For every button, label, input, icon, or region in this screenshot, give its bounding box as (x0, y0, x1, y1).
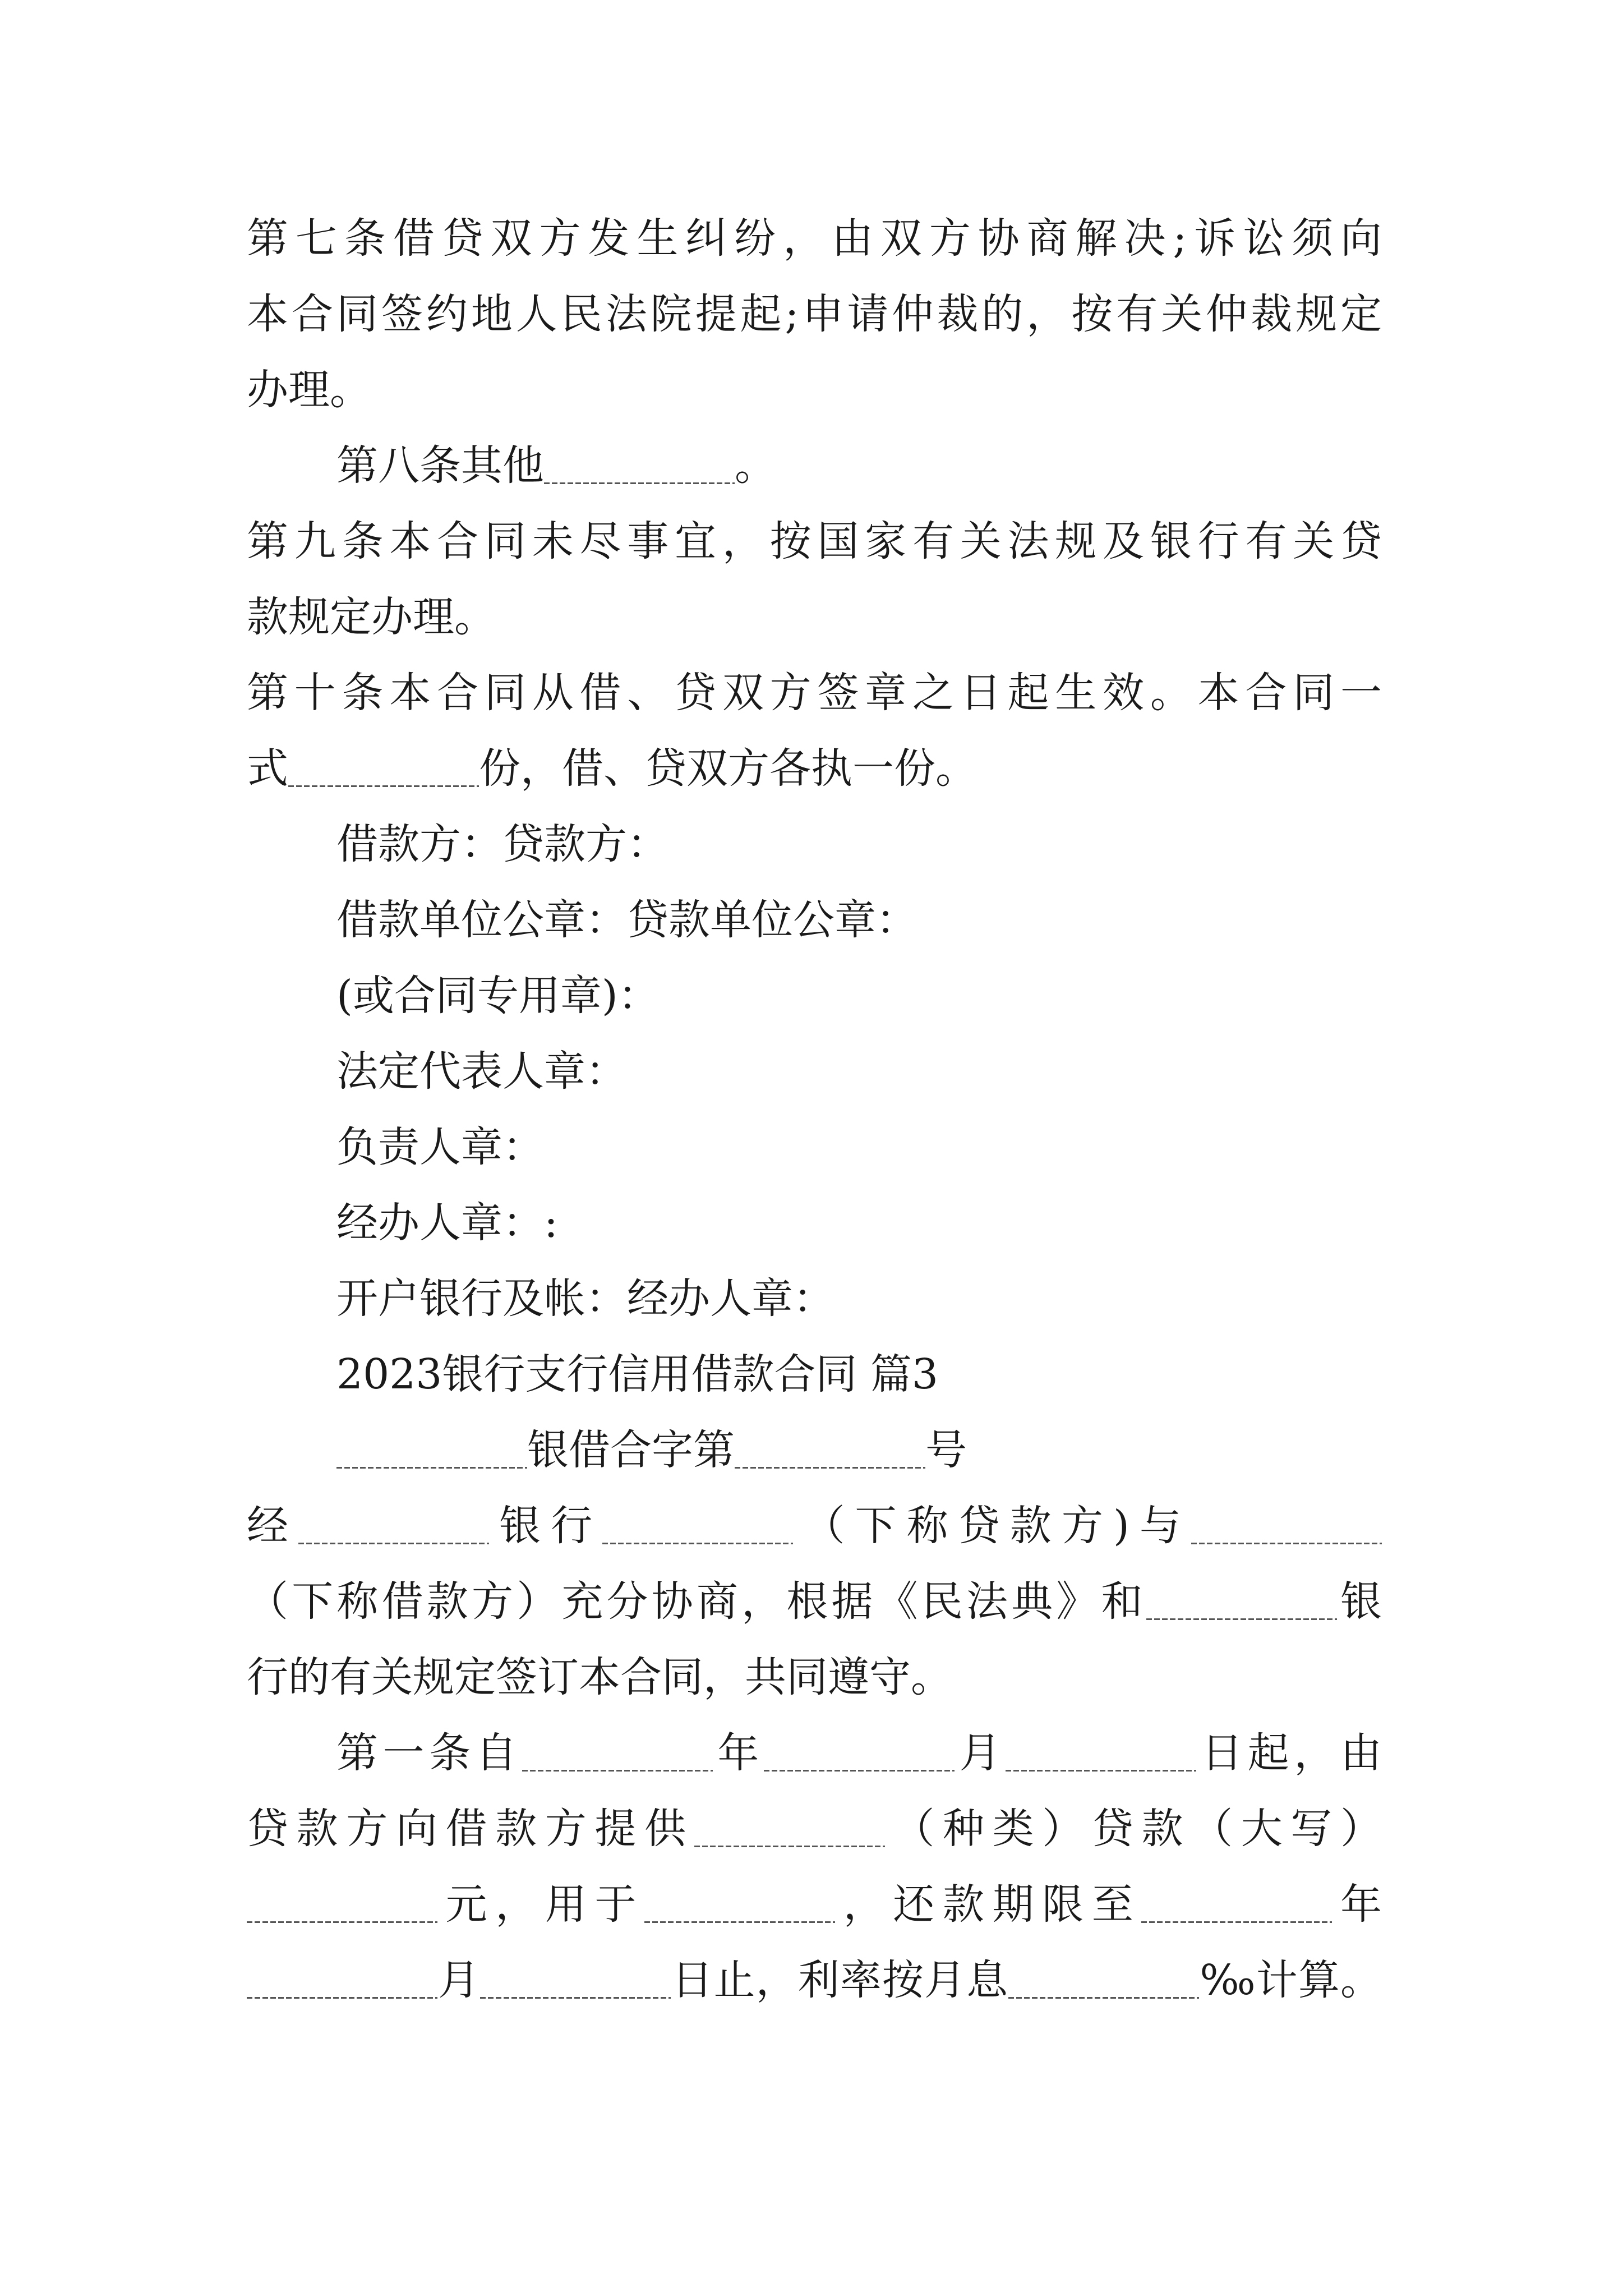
contract-number (336, 1422, 967, 1478)
blank-line (764, 1725, 955, 1781)
preamble-text: 经 (247, 1502, 299, 1550)
preamble-line-1 (247, 1498, 1382, 1554)
article-9-line-2: 款规定办理。 (247, 593, 496, 641)
sig-contract-seal: (或合同专用章)： (336, 972, 660, 1020)
article-1-line-3 (247, 1876, 1382, 1932)
article-1-text: 贷款方向借款方提供 (247, 1805, 694, 1853)
article-7-line-3: 办理。 (247, 366, 371, 414)
blank-line (1141, 1876, 1332, 1932)
article-1-text: （种类）贷款（大写） (884, 1805, 1382, 1853)
blank-line (644, 1876, 835, 1932)
blank-line (336, 1422, 527, 1478)
article-1-text: 元，用于 (437, 1880, 645, 1929)
article-10-end: 份，借、贷双方各执一份。 (479, 744, 977, 793)
article-8-end: 。 (735, 441, 776, 490)
article-1-text: 日起，由 (1196, 1729, 1382, 1777)
article-1-line-1 (336, 1725, 1382, 1781)
article-1-text: 月 (437, 1956, 481, 2004)
article-1-text: 月 (955, 1729, 1006, 1777)
sig-borrower-lender: 借款方：贷款方： (336, 820, 668, 868)
article-1-text: 第一条自 (336, 1729, 522, 1777)
section-title: 2023银行支行信用借款合同 篇3 (336, 1350, 938, 1398)
sig-handler: 经办人章：: (336, 1199, 558, 1247)
blank-line (247, 1952, 437, 2008)
preamble-text: （下称贷款方)与 (793, 1502, 1192, 1550)
contract-number-end: 号 (925, 1426, 967, 1474)
article-10-line-1: 第十条本合同从借、贷双方签章之日起生效。本合同一 (247, 669, 1382, 717)
article-1-line-4 (247, 1952, 1382, 2008)
blank-line (694, 1801, 885, 1857)
contract-number-text: 银借合字第 (527, 1426, 735, 1474)
article-1-text: 年 (712, 1729, 764, 1777)
sig-legal-rep: 法定代表人章： (336, 1047, 627, 1096)
blank-line (522, 1725, 713, 1781)
blank-line (735, 1422, 925, 1478)
blank-line (1146, 1573, 1337, 1630)
blank-line (1191, 1498, 1382, 1554)
blank-line (480, 1952, 671, 2008)
article-9-line-1: 第九条本合同未尽事宜，按国家有关法规及银行有关贷 (247, 517, 1382, 565)
preamble-line-2 (247, 1573, 1382, 1630)
blank-line (544, 438, 735, 494)
article-8-text: 第八条其他 (336, 441, 544, 490)
article-7-line-2: 本合同签约地人民法院提起;申请仲裁的，按有关仲裁规定 (247, 290, 1382, 338)
blank-line (602, 1498, 793, 1554)
blank-line (288, 740, 479, 797)
article-7-line-1: 第七条借贷双方发生纠纷，由双方协商解决;诉讼须向 (247, 214, 1382, 263)
blank-line (247, 1876, 437, 1932)
preamble-text: 银 (1336, 1577, 1382, 1626)
article-10-text: 式 (247, 744, 288, 793)
sig-person-in-charge: 负责人章： (336, 1123, 544, 1171)
sig-bank-account: 开户银行及帐：经办人章： (336, 1274, 834, 1323)
article-1-text: 日止，利率按月息 (671, 1956, 1009, 2004)
blank-line (298, 1498, 489, 1554)
article-10-line-2 (247, 740, 977, 797)
article-1-text: 年 (1332, 1880, 1382, 1929)
blank-line (1008, 1952, 1199, 2008)
article-1-text: ‰计算。 (1199, 1956, 1382, 2004)
preamble-text: 银行 (489, 1502, 603, 1550)
preamble-text: （下称借款方）充分协商，根据《民法典》和 (247, 1577, 1146, 1626)
sig-unit-seals: 借款单位公章：贷款单位公章： (336, 896, 917, 944)
blank-line (1006, 1725, 1196, 1781)
preamble-line-3: 行的有关规定签订本合同，共同遵守。 (247, 1653, 952, 1701)
article-8 (336, 438, 776, 494)
article-1-line-2 (247, 1801, 1382, 1857)
article-1-text: ，还款期限至 (835, 1880, 1142, 1929)
